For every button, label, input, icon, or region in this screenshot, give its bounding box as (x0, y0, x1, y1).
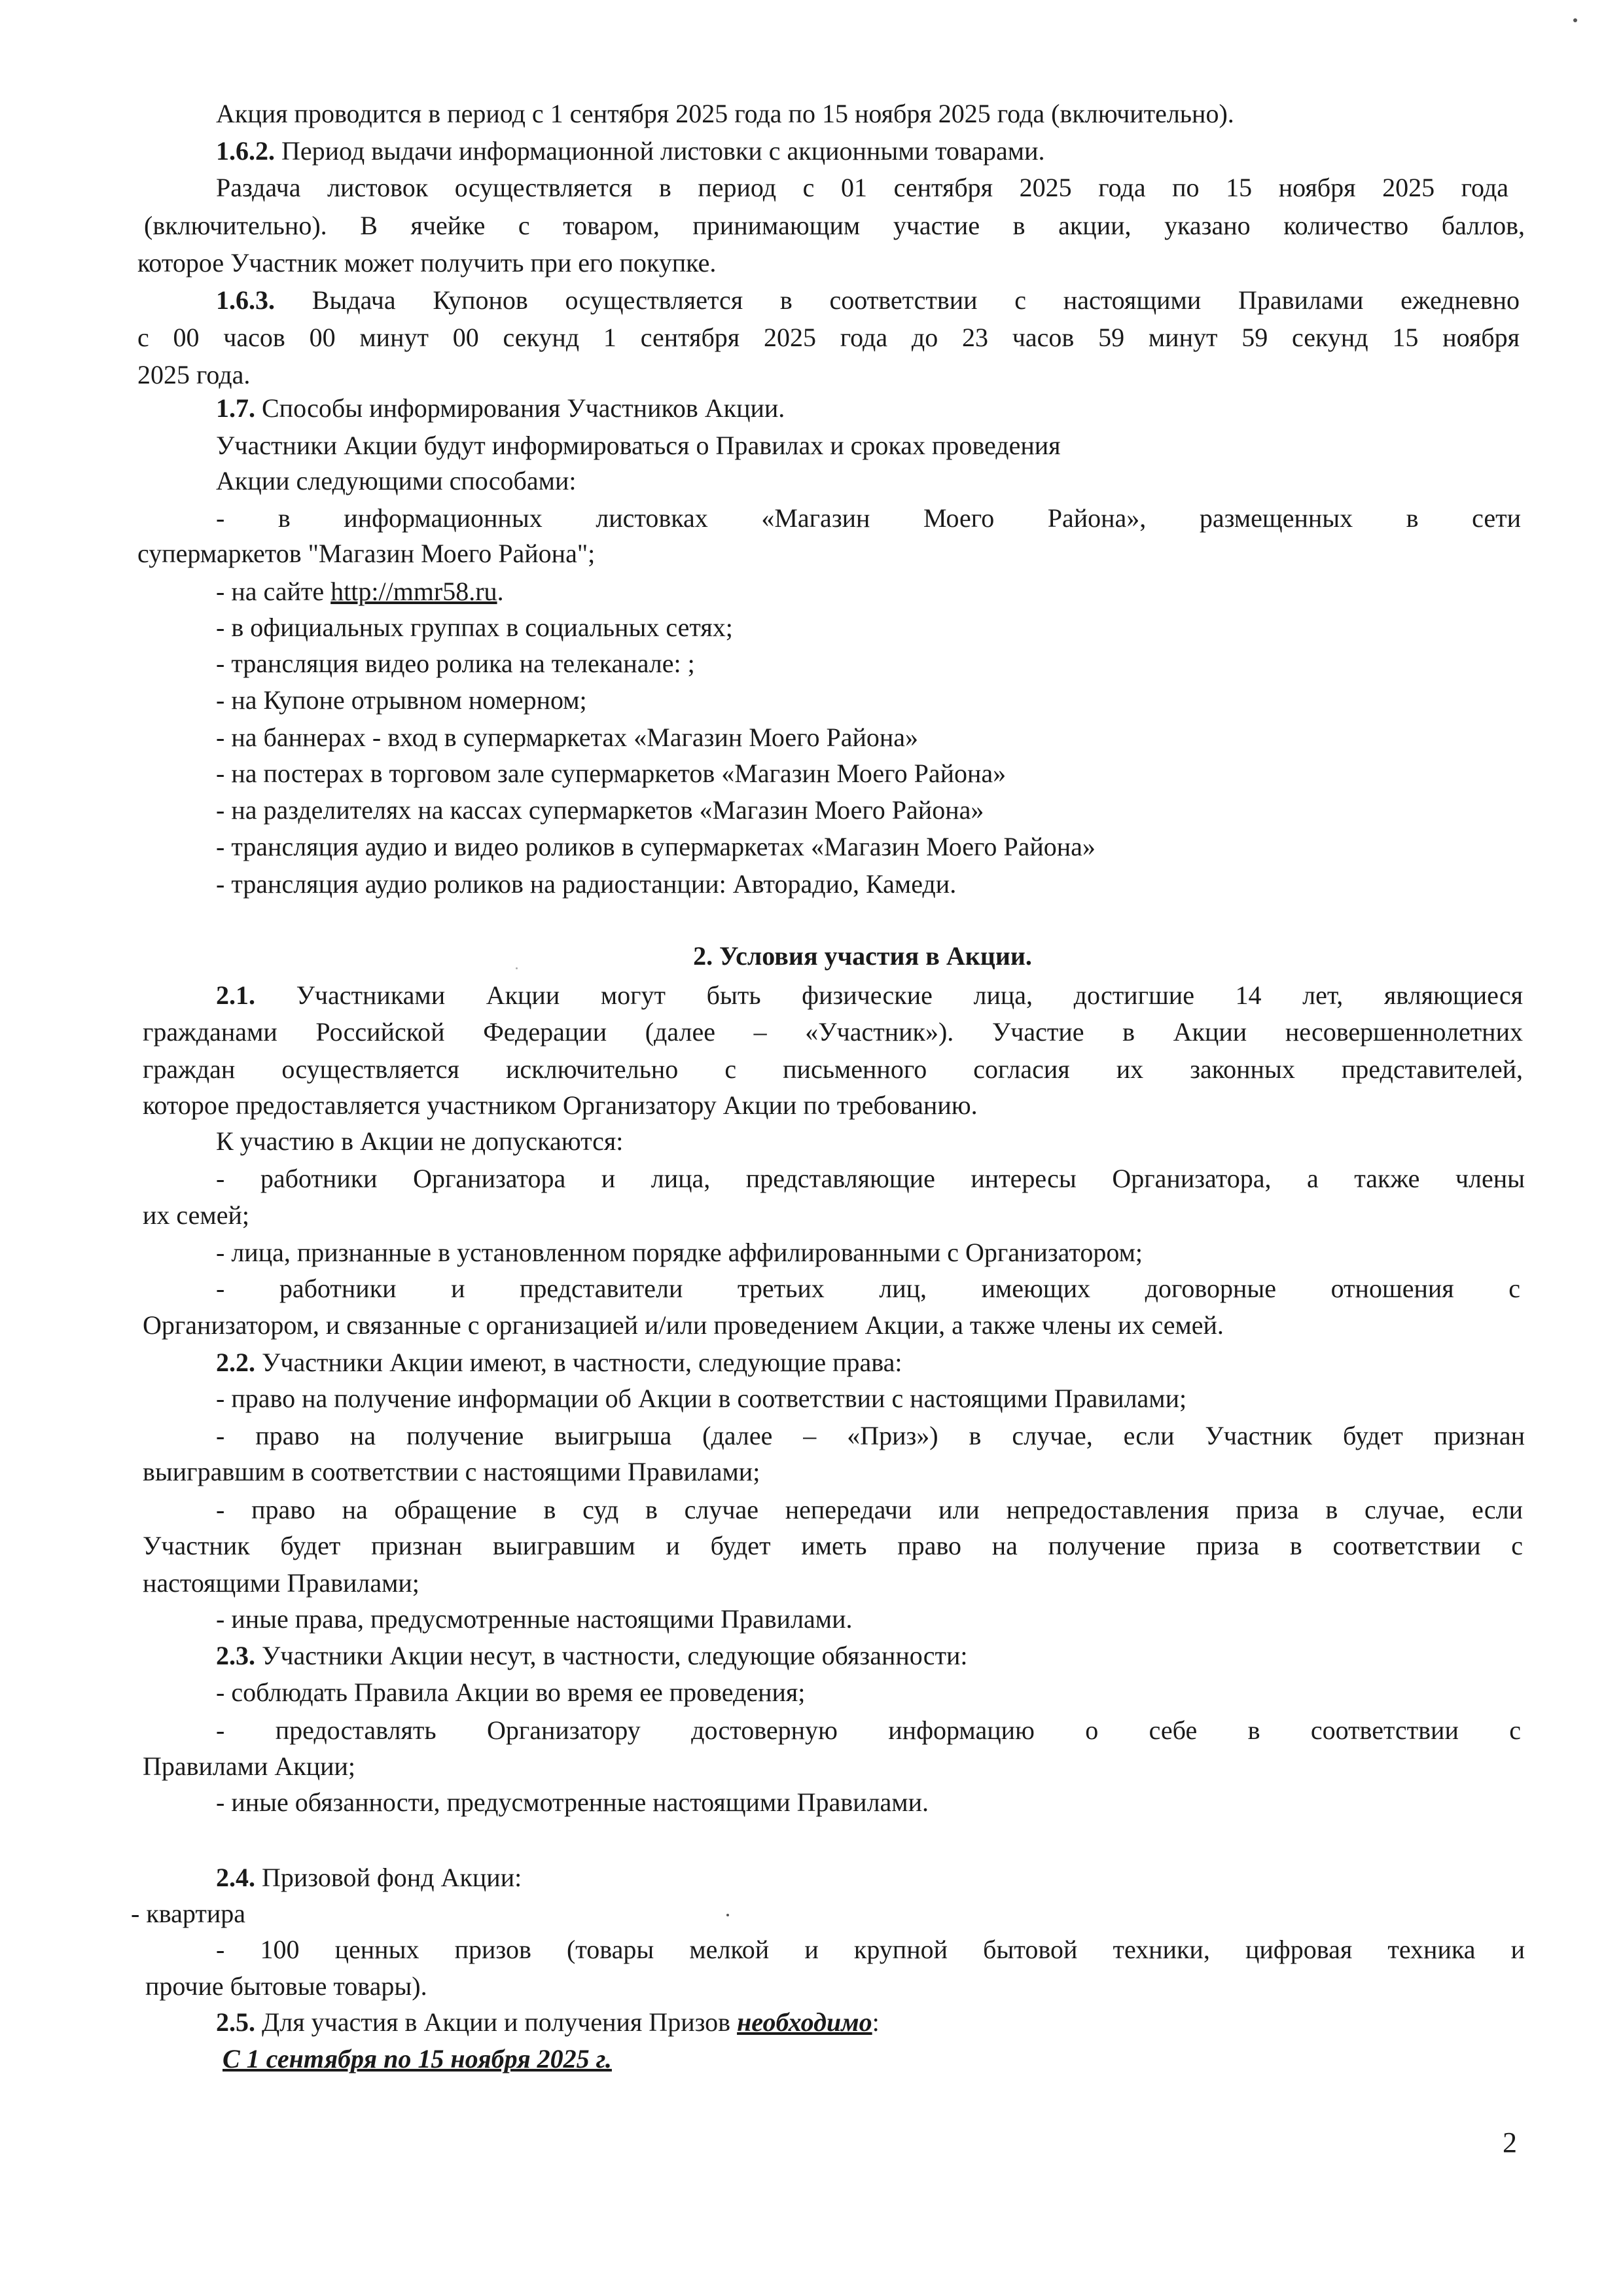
list-item: - трансляция аудио и видео роликов в супермаркетах «Магазин Моего Района» (216, 832, 1096, 861)
list-item: Правилами Акции; (143, 1751, 356, 1781)
text-line: К участию в Акции не допускаются: (216, 1126, 624, 1156)
list-item: их семей; (143, 1200, 249, 1230)
section-text: Призовой фонд Акции: (255, 1863, 522, 1892)
list-item: - иные обязанности, предусмотренные настоящими Правилами. (216, 1787, 929, 1817)
list-item: выигравшим в соответствии с настоящими Правилами; (143, 1457, 760, 1486)
text-line: Участники Акции будут информироваться о Правилах и сроках проведения (216, 431, 1061, 460)
text-line: граждан осуществляется исключительно с письменного согласия их законных представителей, (143, 1054, 1523, 1084)
list-item: - иные права, предусмотренные настоящими Правилами. (216, 1604, 853, 1634)
section-1-7 (216, 393, 785, 424)
list-item: - трансляция видео ролика на телеканале: ; (216, 649, 695, 678)
section-number: 1.6.2. (216, 136, 275, 166)
section-2-3 (216, 1640, 968, 1672)
list-item: - соблюдать Правила Акции во время ее проведения; (216, 1677, 806, 1707)
text-line: Акции следующими способами: (216, 466, 577, 495)
section-number: 2.2. (216, 1348, 255, 1377)
website-link[interactable]: http://mmr58.ru (330, 577, 497, 606)
section-text: Участниками Акции могут быть физические лица, достигшие 14 лет, являющиеся (255, 980, 1523, 1010)
list-item: - 100 ценных призов (товары мелкой и крупной бытовой техники, цифровая техника и (216, 1935, 1525, 1964)
section-2-5 (216, 2007, 880, 2038)
page-number: 2 (1503, 2126, 1517, 2159)
list-item: - квартира (131, 1899, 245, 1928)
text-line: 2025 года. (137, 360, 251, 389)
section-1-6-2 (216, 135, 1044, 167)
section-2-2 (216, 1347, 902, 1378)
text-line: Акция проводится в период с 1 сентября 2025 года по 15 ноября 2025 года (включительно). (216, 99, 1234, 128)
list-item: Участник будет признан выигравшим и будет иметь право на получение приза в соответствии с (143, 1531, 1523, 1560)
list-item: - на постерах в торговом зале супермаркетов «Магазин Моего Района» (216, 759, 1007, 788)
section-text: Участники Акции имеют, в частности, следующие права: (255, 1348, 902, 1377)
scan-speck (516, 967, 518, 969)
list-item: - право на получение выигрыша (далее – «Приз») в случае, если Участник будет признан (216, 1421, 1525, 1450)
list-item-text: . (497, 577, 504, 606)
list-item: - трансляция аудио роликов на радиостанции: Авторадио, Камеди. (216, 869, 957, 899)
section-text: Участники Акции несут, в частности, следующие обязанности: (255, 1641, 968, 1670)
list-item: - в официальных группах в социальных сетях; (216, 613, 733, 642)
list-item: - на Купоне отрывном номерном; (216, 685, 587, 715)
list-item: - на баннерах - вход в супермаркетах «Магазин Моего Района» (216, 723, 919, 752)
text-line: которое Участник может получить при его покупке. (137, 248, 717, 278)
section-number: 2.3. (216, 1641, 255, 1670)
section-number: 2.4. (216, 1863, 255, 1892)
date-range-line: С 1 сентября по 15 ноября 2025 г. (223, 2044, 612, 2073)
text-line: с 00 часов 00 минут 00 секунд 1 сентября 2025 года до 23 часов 59 минут 59 секунд 15 ноября (137, 323, 1520, 352)
list-item: настоящими Правилами; (143, 1568, 419, 1598)
list-item: супермаркетов "Магазин Моего Района"; (137, 539, 596, 568)
list-item (216, 576, 504, 607)
scan-speck (726, 1914, 729, 1916)
section-2-1 (216, 980, 1523, 1011)
text-line: (включительно). В ячейке с товаром, принимающим участие в акции, указано количество баллов, (144, 211, 1525, 240)
list-item: - в информационных листовках «Магазин Моего Района», размещенных в сети (216, 503, 1521, 533)
section-number: 1.7. (216, 393, 255, 423)
section-number: 2.1. (216, 980, 255, 1010)
text-line: которое предоставляется участником Организатору Акции по требованию. (143, 1090, 978, 1120)
text-line: Раздача листовок осуществляется в период с 01 сентября 2025 года по 15 ноября 2025 года (216, 173, 1508, 202)
section-text: Способы информирования Участников Акции. (255, 393, 785, 423)
scan-speck (1573, 18, 1577, 22)
section-text: Период выдачи информационной листовки с акционными товарами. (275, 136, 1045, 166)
section-1-6-3 (216, 285, 1520, 316)
text-line: гражданами Российской Федерации (далее – «Участник»). Участие в Акции несовершеннолетних (143, 1017, 1523, 1047)
section-text: Выдача Купонов осуществляется в соответствии с настоящими Правилами ежедневно (275, 285, 1520, 315)
section-heading: 2. Условия участия в Акции. (693, 941, 1032, 971)
section-number: 1.6.3. (216, 285, 275, 315)
section-text: Для участия в Акции и получения Призов (255, 2007, 738, 2037)
list-item: Организатором, и связанные с организацией и/или проведением Акции, а также члены их семей. (143, 1310, 1224, 1340)
list-item: - лица, признанные в установленном порядке аффилированными с Организатором; (216, 1238, 1143, 1267)
list-item: - работники Организатора и лица, представляющие интересы Организатора, а также члены (216, 1164, 1525, 1193)
emphasis-text: необходимо (737, 2007, 872, 2037)
list-item: прочие бытовые товары). (145, 1971, 427, 2001)
list-item-text: - на сайте (216, 577, 331, 606)
section-2-4 (216, 1862, 522, 1893)
list-item: - работники и представители третьих лиц, имеющих договорные отношения с (216, 1274, 1520, 1303)
list-item: - право на обращение в суд в случае непередачи или непредоставления приза в случае, если (216, 1495, 1523, 1524)
section-number: 2.5. (216, 2007, 255, 2037)
list-item: - предоставлять Организатору достоверную информацию о себе в соответствии с (216, 1715, 1521, 1745)
list-item: - на разделителях на кассах супермаркетов «Магазин Моего Района» (216, 795, 984, 825)
list-item: - право на получение информации об Акции в соответствии с настоящими Правилами; (216, 1384, 1187, 1413)
section-text: : (872, 2007, 880, 2037)
